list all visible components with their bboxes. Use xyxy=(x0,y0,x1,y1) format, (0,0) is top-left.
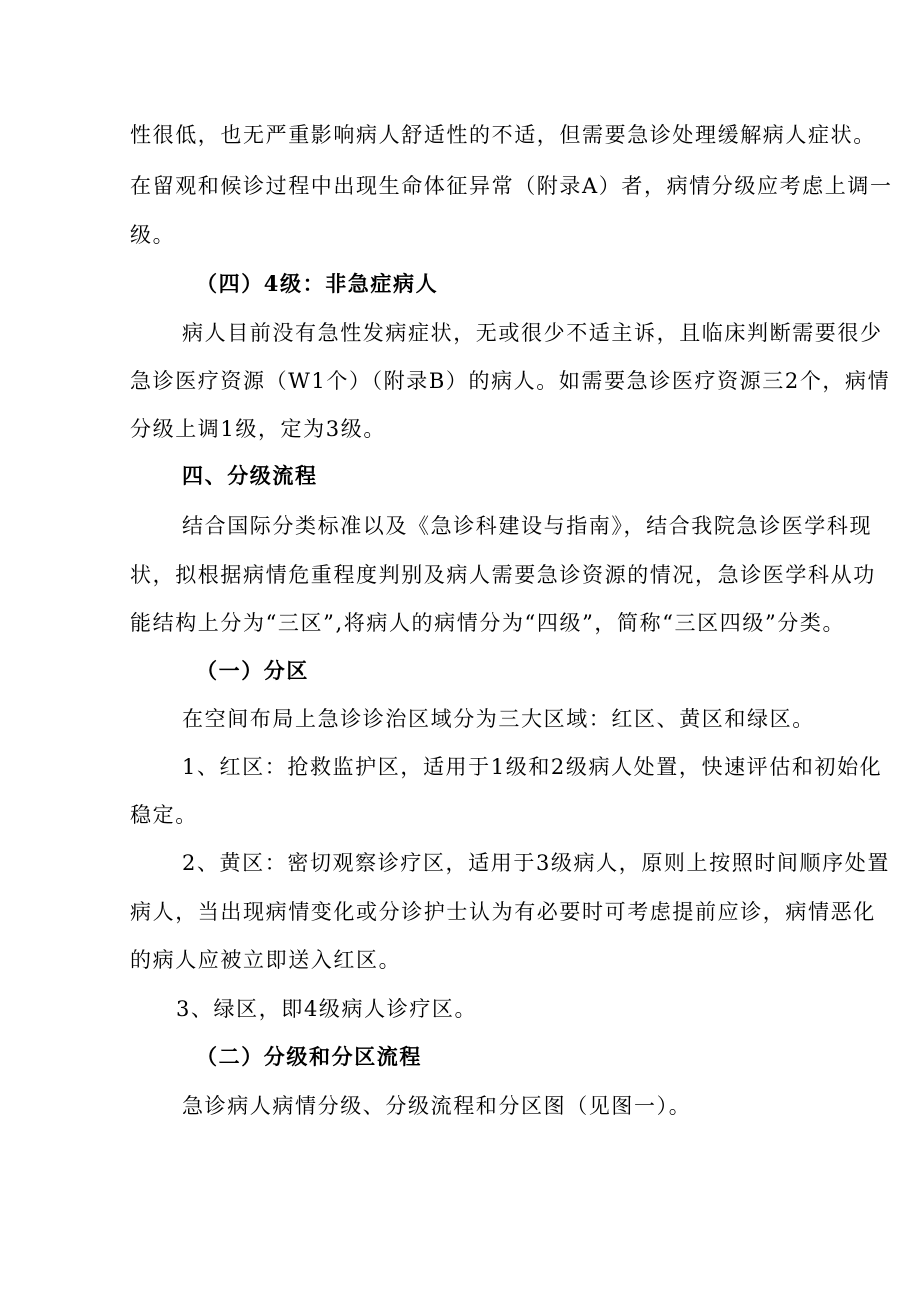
paragraph-line: 急诊病人病情分级、分级流程和分区图（见图一）。 xyxy=(182,1094,692,1118)
paragraph-line: 在留观和候诊过程中出现生命体征异常（附录A）者，病情分级应考虑上调一 xyxy=(130,174,893,198)
paragraph-line: 的病人应被立即送入红区。 xyxy=(130,948,402,972)
paragraph-line: 3、绿区，即4级病人诊疗区。 xyxy=(176,997,478,1021)
section-heading-zone: （一）分区 xyxy=(196,658,309,683)
paragraph-line: 2、黄区：密切观察诊疗区，适用于3级病人，原则上按照时间顺序处置 xyxy=(182,851,890,875)
paragraph-line: 能结构上分为“三区”,将病人的病情分为“四级”，简称“三区四级”分类。 xyxy=(130,611,846,635)
paragraph-line: 1、红区：抢救监护区，适用于1级和2级病人处置，快速评估和初始化 xyxy=(182,755,883,779)
section-heading-level4: （四）4级：非急症病人 xyxy=(196,271,439,296)
paragraph-line: 急诊医疗资源（W1个）（附录B）的病人。如需要急诊医疗资源三2个，病情 xyxy=(130,369,891,393)
paragraph-line: 分级上调1级，定为3级。 xyxy=(130,417,386,441)
paragraph-line: 稳定。 xyxy=(130,803,198,827)
section-heading-flow: （二）分级和分区流程 xyxy=(196,1044,422,1069)
paragraph-line: 病人，当出现病情变化或分诊护士认为有必要时可考虑提前应诊，病情恶化 xyxy=(130,900,876,924)
paragraph-line: 病人目前没有急性发病症状，无或很少不适主诉，且临床判断需要很少 xyxy=(182,321,883,345)
paragraph-line: 性很低，也无严重影响病人舒适性的不适，但需要急诊处理缓解病人症状。 xyxy=(130,123,876,147)
paragraph-line: 结合国际分类标准以及《急诊科建设与指南》，结合我院急诊医学科现 xyxy=(182,514,873,538)
paragraph-line: 级。 xyxy=(130,223,176,247)
section-heading-process: 四、分级流程 xyxy=(182,463,318,488)
paragraph-line: 在空间布局上急诊诊治区域分为三大区域：红区、黄区和绿区。 xyxy=(182,707,815,731)
paragraph-line: 状，拟根据病情危重程度判别及病人需要急诊资源的情况，急诊医学科从功 xyxy=(130,563,876,587)
